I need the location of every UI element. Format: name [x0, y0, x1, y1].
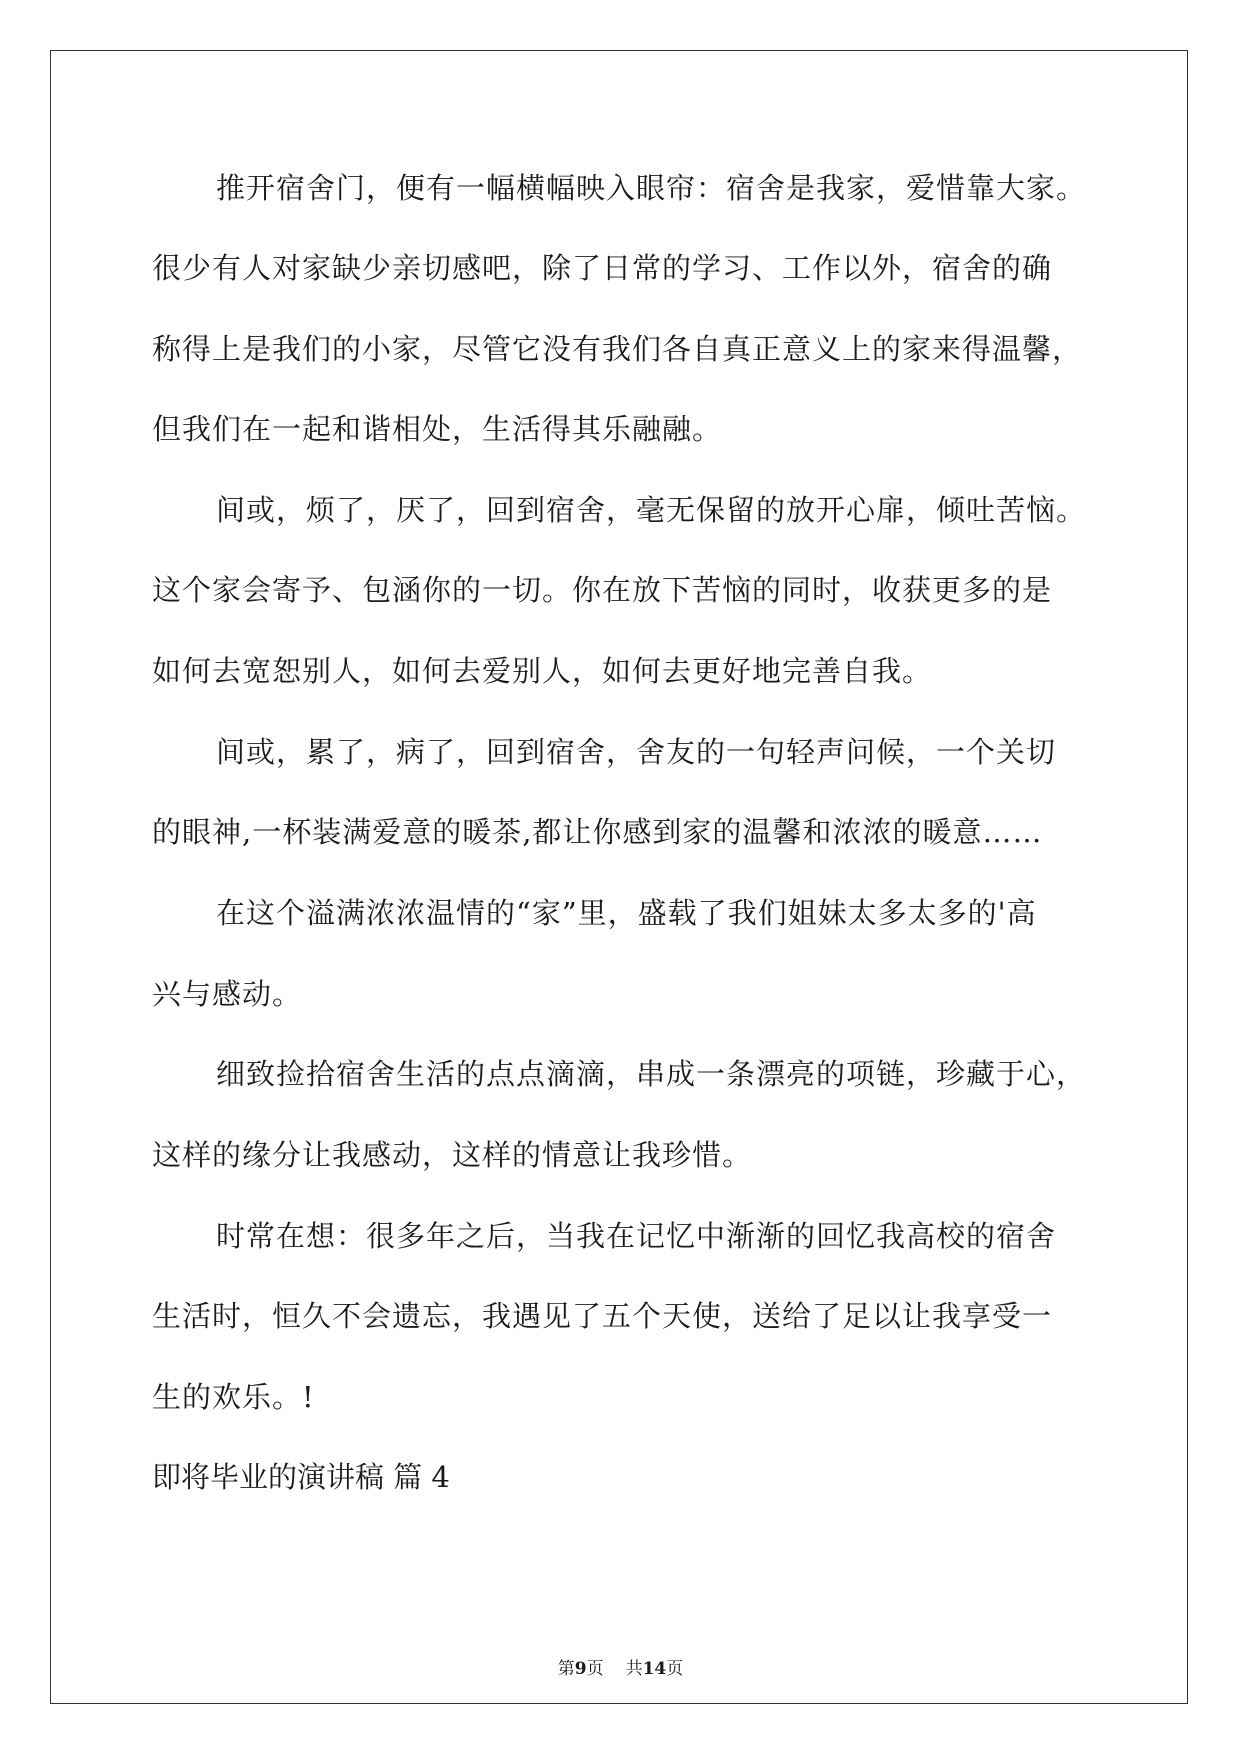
paragraph-1-line-1: 推开宿舍门，便有一幅横幅映入眼帘：宿舍是我家，爱惜靠大家。 — [216, 171, 1087, 205]
paragraph-1-line-3: 称得上是我们的小家，尽管它没有我们各自真正意义上的家来得温馨， — [152, 332, 1083, 366]
paragraph-2-line-1: 间或，烦了，厌了，回到宿舍，毫无保留的放开心扉，倾吐苦恼。 — [216, 493, 1087, 527]
paragraph-3-line-2: 的眼神,一杯装满爱意的暖茶,都让你感到家的温馨和浓浓的暖意…… — [152, 815, 1043, 849]
paragraph-6-line-2: 生活时，恒久不会遗忘，我遇见了五个天使，送给了足以让我享受一 — [152, 1299, 1053, 1333]
paragraph-4-line-1: 在这个溢满浓浓温情的“家”里，盛载了我们姐妹太多太多的'高 — [216, 896, 1037, 930]
paragraph-5-line-1: 细致捡拾宿舍生活的点点滴滴，串成一条漂亮的项链，珍藏于心， — [216, 1057, 1087, 1091]
paragraph-6-line-1: 时常在想：很多年之后，当我在记忆中渐渐的回忆我高校的宿舍 — [216, 1219, 1057, 1253]
total-prefix: 共 — [625, 1659, 643, 1679]
total-suffix: 页 — [666, 1659, 684, 1679]
page-border — [50, 50, 1188, 1704]
paragraph-1-line-2: 很少有人对家缺少亲切感吧，除了日常的学习、工作以外，宿舍的确 — [152, 251, 1053, 285]
section-heading: 即将毕业的演讲稿 篇 4 — [152, 1460, 450, 1494]
paragraph-6-line-3: 生的欢乐。! — [152, 1380, 315, 1414]
paragraph-1-line-4: 但我们在一起和谐相处，生活得其乐融融。 — [152, 412, 723, 446]
paragraph-2-line-3: 如何去宽恕别人，如何去爱别人，如何去更好地完善自我。 — [152, 654, 933, 688]
paragraph-4-line-2: 兴与感动。 — [152, 977, 303, 1011]
paragraph-3-line-1: 间或，累了，病了，回到宿舍，舍友的一句轻声问候，一个关切 — [216, 735, 1057, 769]
page-suffix: 页 — [586, 1659, 604, 1679]
page-footer — [0, 1657, 1241, 1681]
page-prefix: 第 — [557, 1659, 575, 1679]
page-number: 9 — [574, 1659, 587, 1679]
paragraph-2-line-2: 这个家会寄予、包涵你的一切。你在放下苦恼的同时，收获更多的是 — [152, 573, 1053, 607]
total-pages: 14 — [642, 1659, 667, 1679]
paragraph-5-line-2: 这样的缘分让我感动，这样的情意让我珍惜。 — [152, 1138, 753, 1172]
